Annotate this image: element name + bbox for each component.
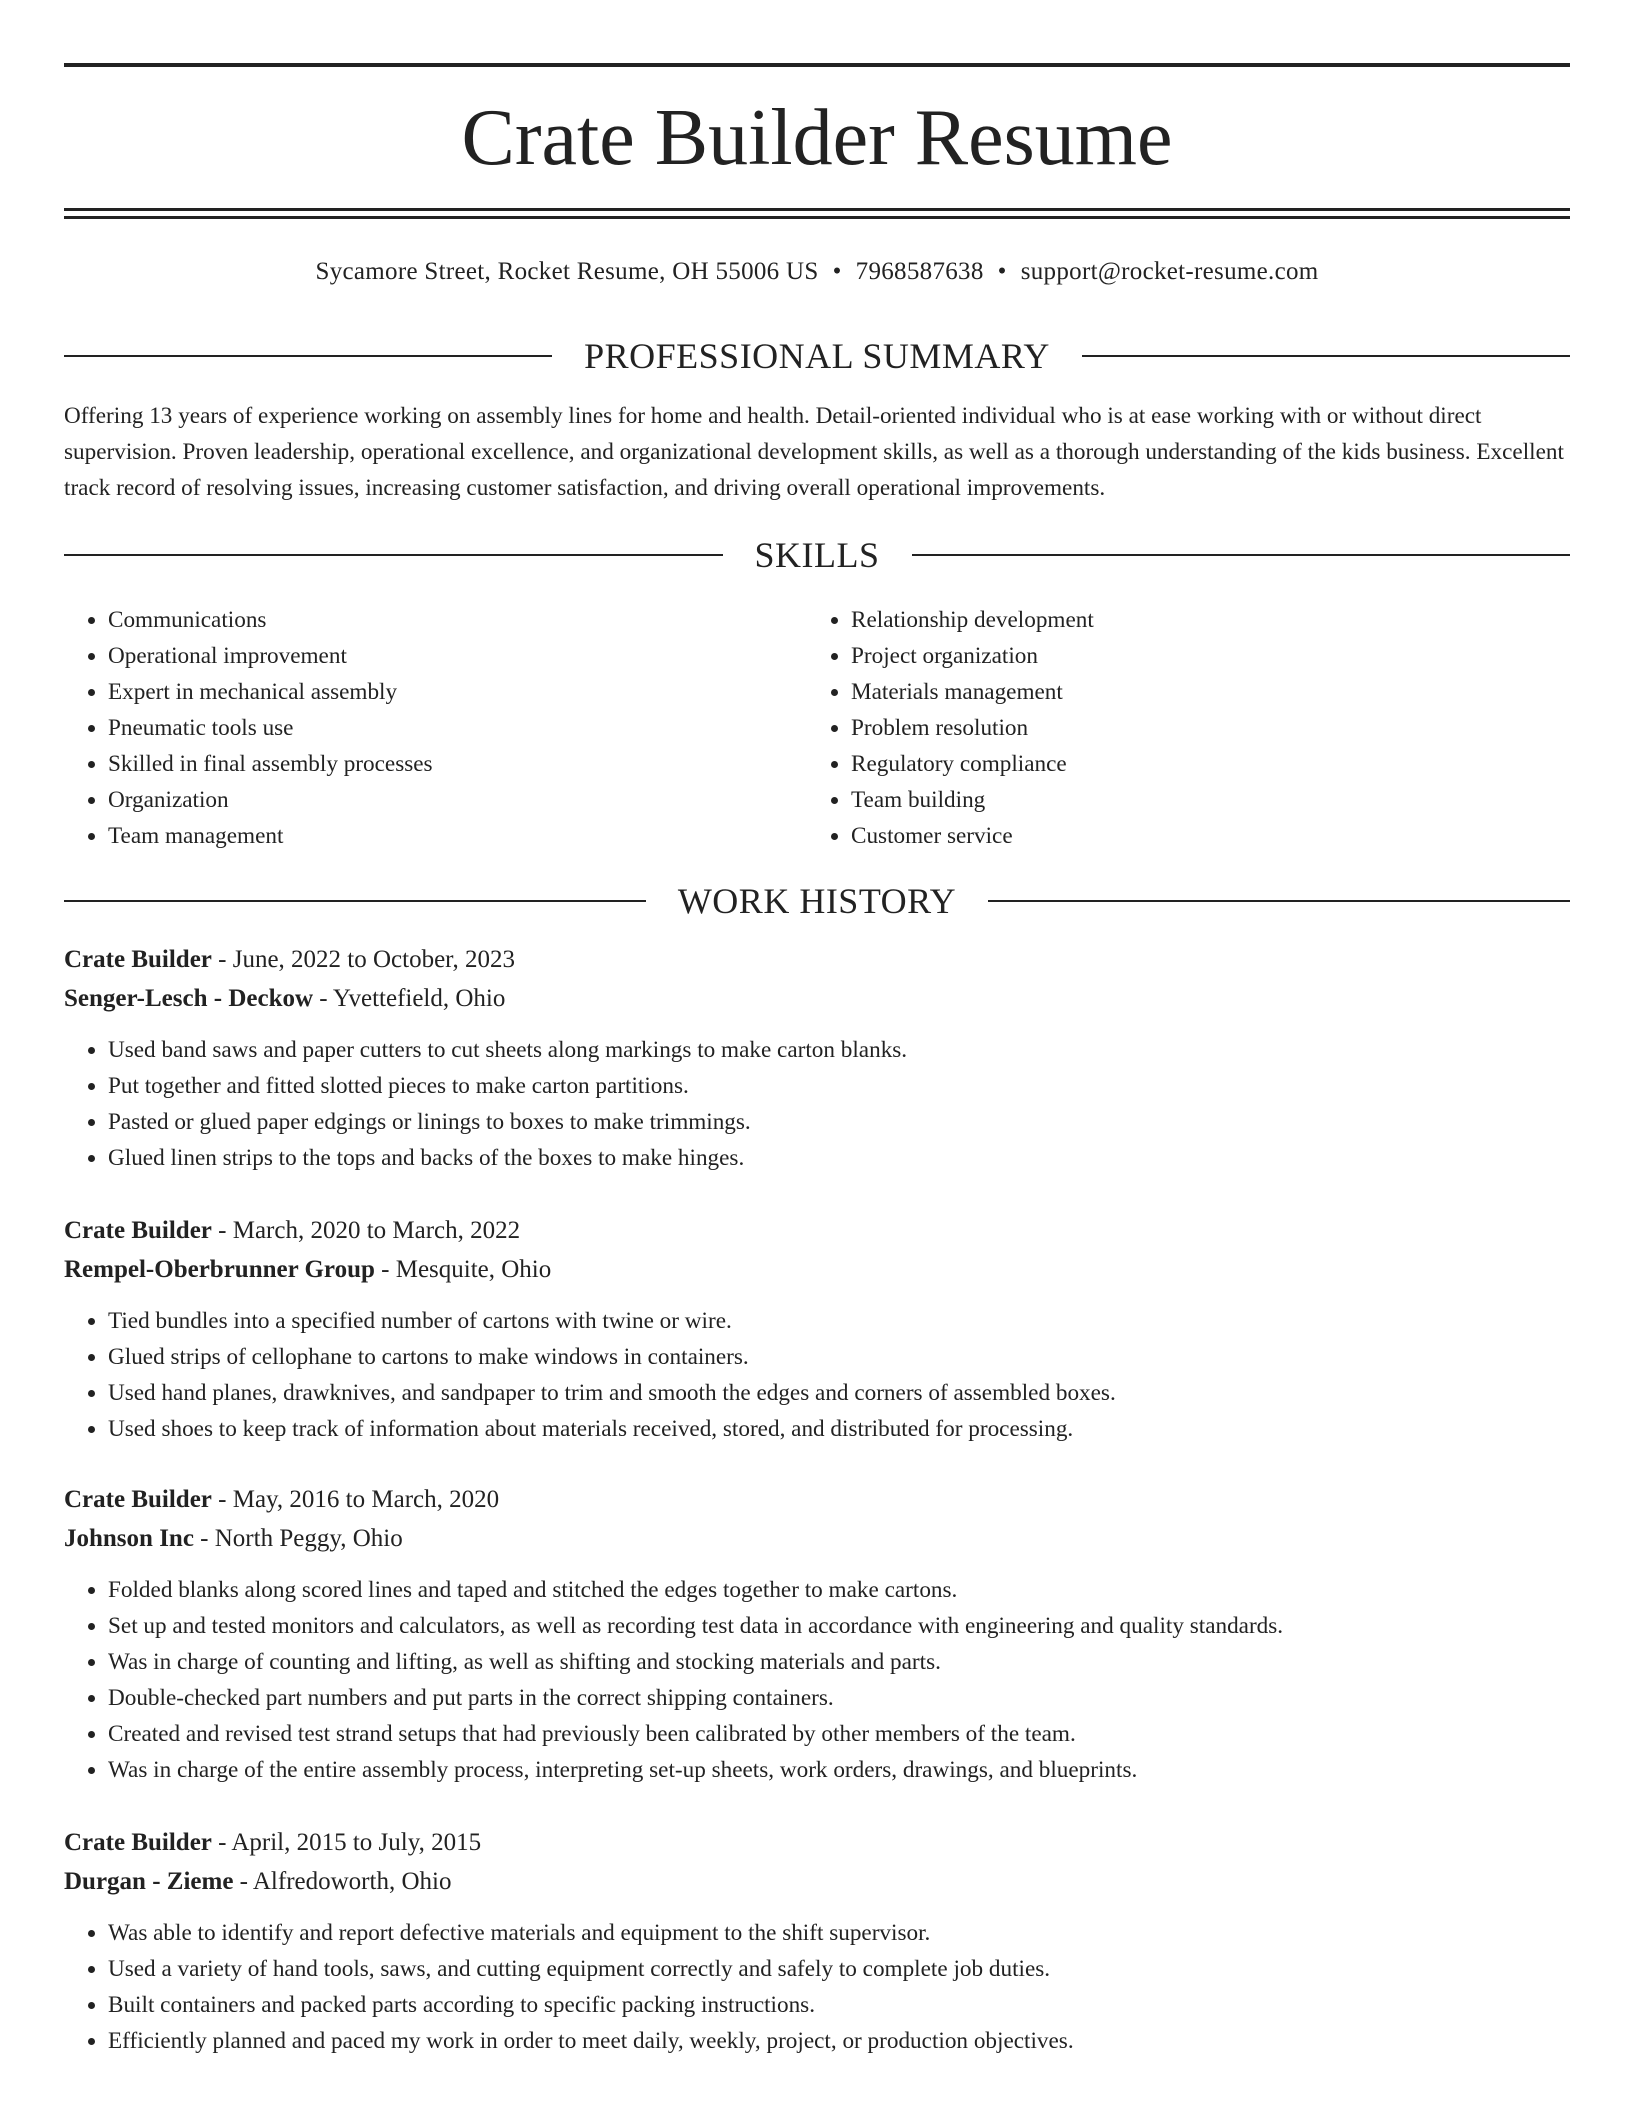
skill-item: • Operational improvement	[108, 638, 798, 674]
job-company-line	[64, 1250, 1570, 1289]
contact-separator: •	[832, 258, 842, 285]
summary-text: Offering 13 years of experience working on assembly lines for home and health. Detail-oriented individual who is at ease working with or without direct supervision. Proven leadership, operational excellence, and organizational development skills, as well as a thorough understanding of the kids business. Excellent track record of resolving issues, increasing customer satisfaction, and driving overall operational improvements.	[64, 403, 1564, 501]
skill-item: • Team building	[851, 782, 1541, 818]
job-bullet: • Built containers and packed parts according to specific packing instructions.	[108, 1987, 1570, 2023]
summary-heading-label: PROFESSIONAL SUMMARY	[584, 336, 1050, 376]
job-bullets	[64, 1032, 1570, 1176]
header-double-rule-lower	[64, 216, 1570, 219]
job-entry	[64, 940, 1570, 1176]
job-bullet: • Used shoes to keep track of information about materials received, stored, and distributed for processing.	[108, 1411, 1570, 1447]
job-bullet: • Set up and tested monitors and calculators, as well as recording test data in accordance with engineering and quality standards.	[108, 1608, 1570, 1644]
heading-rule-left	[64, 355, 552, 357]
work-history-heading-label: WORK HISTORY	[677, 881, 957, 921]
contact-phone: 7968587638	[855, 258, 984, 285]
job-dates: - March, 2020 to March, 2022	[211, 1217, 521, 1244]
job-location: - North Peggy, Ohio	[193, 1525, 403, 1552]
job-bullet: • Pasted or glued paper edgings or linings to boxes to make trimmings.	[108, 1104, 1570, 1140]
contact-address: Sycamore Street, Rocket Resume, OH 55006 US	[315, 258, 819, 285]
job-bullets	[64, 1303, 1570, 1447]
job-entry	[64, 1480, 1570, 1788]
job-dates: - June, 2022 to October, 2023	[211, 946, 516, 973]
job-title-line	[64, 1211, 1570, 1250]
skill-item: • Relationship development	[851, 602, 1541, 638]
job-bullet: • Used band saws and paper cutters to cut sheets along markings to make carton blanks.	[108, 1032, 1570, 1068]
skills-list-right	[807, 602, 1541, 854]
heading-rule-left	[64, 900, 646, 902]
job-bullet: • Was in charge of the entire assembly process, interpreting set-up sheets, work orders, drawings, and blueprints.	[108, 1752, 1570, 1788]
job-bullet: • Was able to identify and report defective materials and equipment to the shift supervisor.	[108, 1915, 1570, 1951]
job-company: Durgan - Zieme	[64, 1868, 234, 1895]
work-history-heading	[64, 879, 1570, 923]
heading-rule-right	[988, 900, 1570, 902]
contact-email: support@rocket-resume.com	[1020, 258, 1319, 285]
skill-item: • Materials management	[851, 674, 1541, 710]
job-location: - Mesquite, Ohio	[374, 1256, 552, 1283]
job-title-line	[64, 1480, 1570, 1519]
skill-item: • Expert in mechanical assembly	[108, 674, 798, 710]
skill-item: • Regulatory compliance	[851, 746, 1541, 782]
job-bullets	[64, 1915, 1570, 2059]
job-title: Crate Builder	[64, 1829, 212, 1856]
job-bullet: • Was in charge of counting and lifting, as well as shifting and stocking materials and parts.	[108, 1644, 1570, 1680]
job-bullet: • Created and revised test strand setups that had previously been calibrated by other members of the team.	[108, 1716, 1570, 1752]
resume-title: Crate Builder Resume	[461, 94, 1173, 182]
job-entry	[64, 1211, 1570, 1447]
job-bullet: • Folded blanks along scored lines and taped and stitched the edges together to make cartons.	[108, 1572, 1570, 1608]
job-company: Rempel-Oberbrunner Group	[64, 1256, 375, 1283]
job-title: Crate Builder	[64, 946, 212, 973]
job-bullet: • Double-checked part numbers and put parts in the correct shipping containers.	[108, 1680, 1570, 1716]
job-bullets	[64, 1572, 1570, 1788]
job-company-line	[64, 1862, 1570, 1901]
job-location: - Yvettefield, Ohio	[313, 985, 506, 1012]
skill-item: • Skilled in final assembly processes	[108, 746, 798, 782]
job-bullet: • Used hand planes, drawknives, and sandpaper to trim and smooth the edges and corners of assembled boxes.	[108, 1375, 1570, 1411]
contact-line	[64, 255, 1570, 289]
skill-item: • Organization	[108, 782, 798, 818]
job-company: Senger-Lesch - Deckow	[64, 985, 314, 1012]
job-bullet: • Tied bundles into a specified number of cartons with twine or wire.	[108, 1303, 1570, 1339]
summary-heading	[64, 334, 1570, 378]
job-bullet: • Efficiently planned and paced my work in order to meet daily, weekly, project, or production objectives.	[108, 2023, 1570, 2059]
job-location: - Alfredoworth, Ohio	[233, 1868, 452, 1895]
skill-item: • Problem resolution	[851, 710, 1541, 746]
job-bullet: • Glued strips of cellophane to cartons to make windows in containers.	[108, 1339, 1570, 1375]
job-title-line	[64, 940, 1570, 979]
job-company: Johnson Inc	[64, 1525, 194, 1552]
contact-separator: •	[997, 258, 1007, 285]
heading-rule-right	[1082, 355, 1570, 357]
skill-item: • Customer service	[851, 818, 1541, 854]
skill-item: • Team management	[108, 818, 798, 854]
skills-list-left	[64, 602, 798, 854]
job-dates: - April, 2015 to July, 2015	[211, 1829, 482, 1856]
skill-item: • Pneumatic tools use	[108, 710, 798, 746]
skill-item: • Project organization	[851, 638, 1541, 674]
job-company-line	[64, 979, 1570, 1018]
job-bullet: • Put together and fitted slotted pieces to make carton partitions.	[108, 1068, 1570, 1104]
job-entry	[64, 1823, 1570, 2059]
header-top-rule	[64, 63, 1570, 67]
heading-rule-right	[912, 554, 1571, 556]
job-title: Crate Builder	[64, 1486, 212, 1513]
skills-heading-label: SKILLS	[754, 535, 880, 575]
job-bullet: • Used a variety of hand tools, saws, and cutting equipment correctly and safely to complete job duties.	[108, 1951, 1570, 1987]
job-bullet: • Glued linen strips to the tops and backs of the boxes to make hinges.	[108, 1140, 1570, 1176]
job-title-line	[64, 1823, 1570, 1862]
header-double-rule-upper	[64, 208, 1570, 211]
job-company-line	[64, 1519, 1570, 1558]
skill-item: • Communications	[108, 602, 798, 638]
skills-heading	[64, 533, 1570, 577]
heading-rule-left	[64, 554, 723, 556]
job-dates: - May, 2016 to March, 2020	[211, 1486, 500, 1513]
job-title: Crate Builder	[64, 1217, 212, 1244]
